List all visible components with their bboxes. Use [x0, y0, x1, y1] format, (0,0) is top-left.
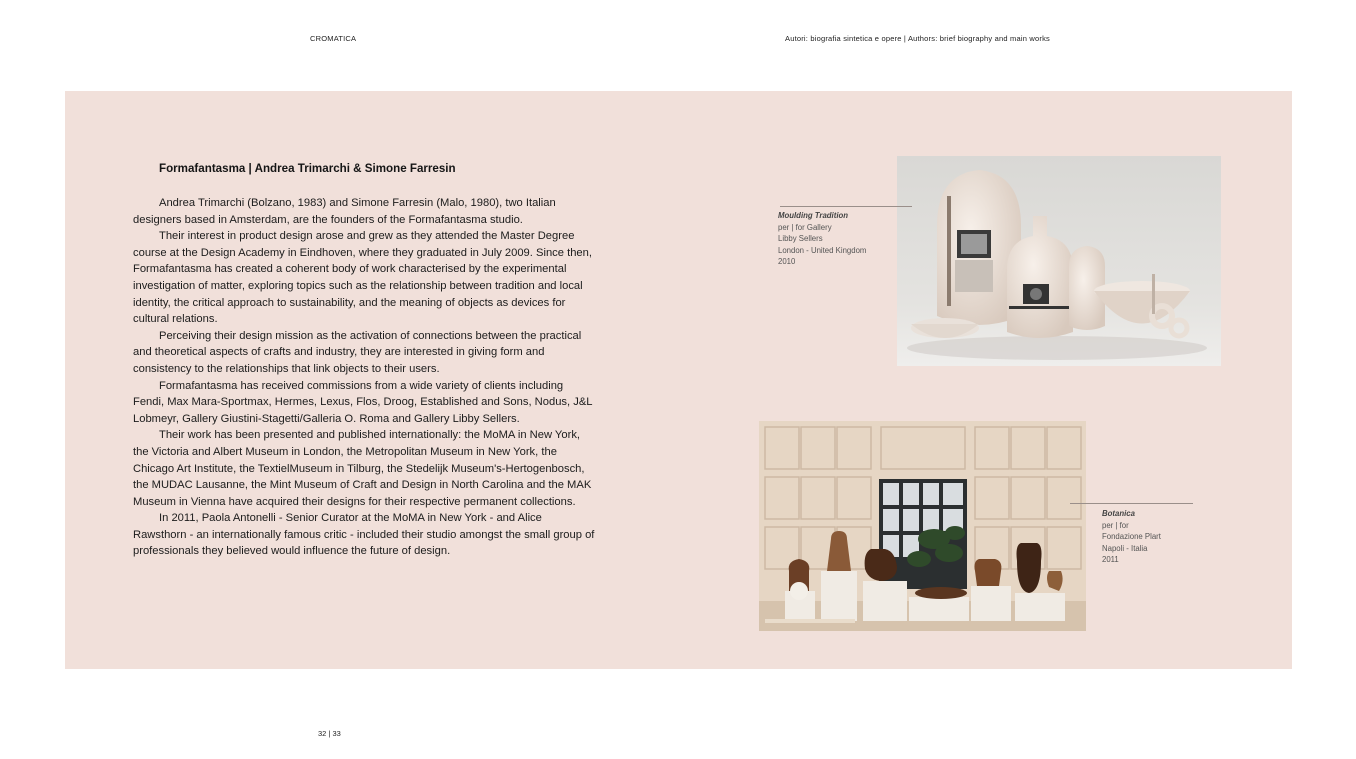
work-year: 2010 — [778, 257, 796, 266]
moulding-tradition-caption — [778, 210, 866, 268]
work-title: Botanica — [1102, 509, 1135, 518]
work-client: per | for Gallery — [778, 222, 832, 232]
botanica-caption — [1102, 508, 1161, 566]
work-client: per | for — [1102, 520, 1129, 530]
work-client-name: Libby Sellers — [778, 234, 823, 243]
biography-block — [133, 162, 595, 560]
running-header-right: Autori: biografia sintetica e opere | Authors: brief biography and main works — [785, 34, 1050, 43]
bio-paragraph: In 2011, Paola Antonelli - Senior Curator at the MoMA in New York - and Alice Rawsthorn - an internationally famous critic - included their studio amongst the small group of professionals they believed would influence the future of design. — [133, 512, 595, 558]
botanica-photo — [759, 421, 1086, 631]
bio-paragraph: Their work has been presented and published internationally: the MoMA in New York, the Victoria and Albert Museum in London, the Metropolitan Museum in New York, the Chicago Art Institute, the TextielMuseum in Tilburg, the Stedelijk Museum's-Hertogenbosch, the MUDAC Lausanne, the Mint Museum of Craft and Design in North Carolina and the MAK Museum in Vienna have acquired their designs for their respective permanent collections. — [133, 429, 592, 508]
caption-leader-line — [1070, 503, 1193, 504]
bio-paragraph: Their interest in product design arose and grew as they attended the Master Degree course at the Design Academy in Eindhoven, where they graduated in July 2009. Since then, Formafantasma has created a coherent body of work characterised by the experimental investigation of matter, exploring topics such as the relationship between tradition and local identity, the critical approach to sustainability, and the meaning of objects as devices for cultural relations. — [133, 230, 592, 326]
biography-title: Formafantasma | Andrea Trimarchi & Simone Farresin — [159, 162, 456, 175]
work-location: Napoli - Italia — [1102, 543, 1148, 553]
bio-paragraph: Perceiving their design mission as the activation of connections between the practical and theoretical aspects of crafts and industry, they are interested in giving form and consistency to the relationships that link objects to their users. — [133, 329, 582, 375]
work-title: Moulding Tradition — [778, 211, 849, 220]
work-location: London - United Kingdom — [778, 245, 867, 255]
bio-paragraph: Formafantasma has received commissions from a wide variety of clients including Fendi, Max Mara-Sportmax, Hermes, Lexus, Flos, Droog, Established and Sons, Nodus, J&L Lobmeyr, Gallery Giustini-Stagetti/Galleria O. Roma and Gallery Libby Sellers. — [133, 379, 593, 425]
moulding-tradition-photo — [897, 156, 1221, 366]
page-numbers: 32 | 33 — [318, 729, 341, 738]
work-year: 2011 — [1102, 555, 1119, 564]
bio-paragraph: Andrea Trimarchi (Bolzano, 1983) and Simone Farresin (Malo, 1980), two Italian designers based in Amsterdam, are the founders of the Formafantasma studio. — [133, 197, 556, 226]
running-header-left: CROMATICA — [310, 34, 357, 43]
work-client-name: Fondazione Plart — [1102, 532, 1161, 541]
caption-leader-line — [780, 206, 912, 207]
